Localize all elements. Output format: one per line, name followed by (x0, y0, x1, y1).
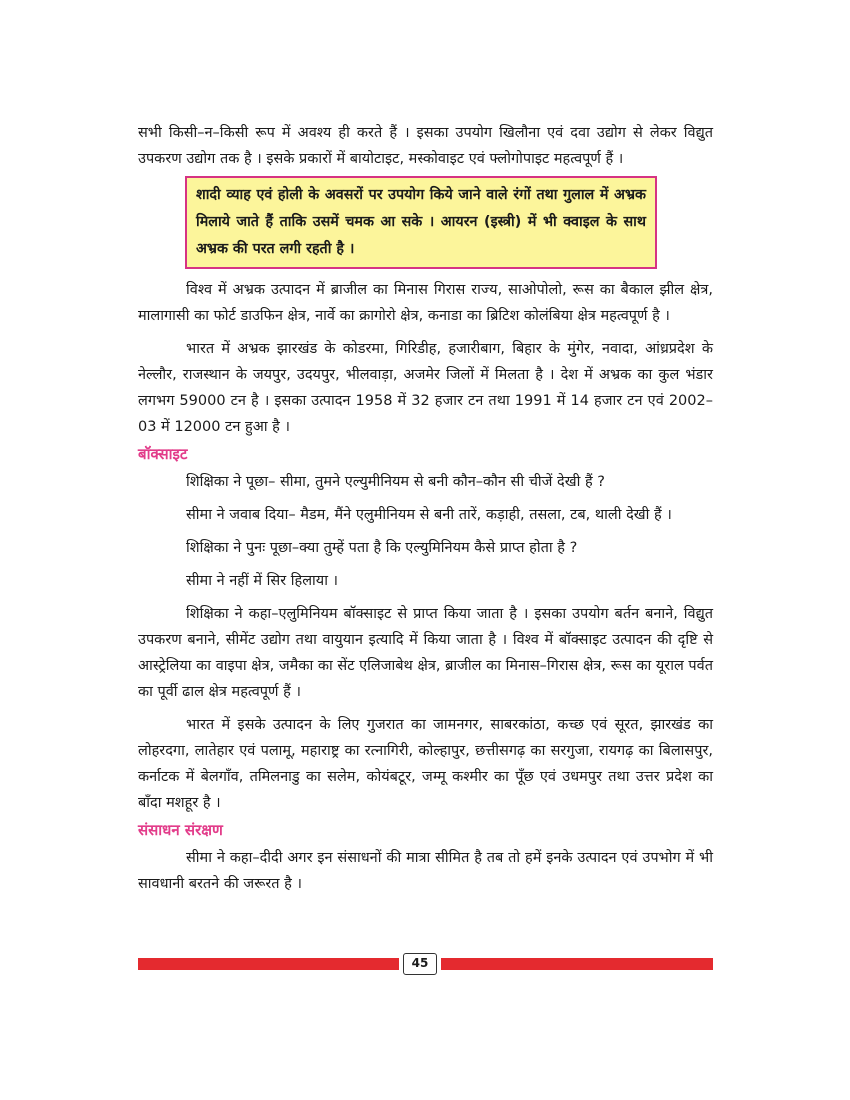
callout-text: शादी व्याह एवं होली के अवसरों पर उपयोग किये जाने वाले रंगों तथा गुलाल में अभ्रक मिलाये जाते हैं ताकि उसमें चमक आ सके । आयरन (इस्त्री) में भी क्वाइल के साथ अभ्रक की परत लगी रहती है । (196, 187, 646, 257)
info-callout-box (185, 176, 657, 269)
footer-bar-left (138, 958, 399, 970)
paragraph-mica-uses: सभी किसी–न–किसी रूप में अवश्य ही करते हैं । इसका उपयोग खिलौना एवं दवा उद्योग से लेकर विद्युत उपकरण उद्योग तक है । इसके प्रकारों में बायोटाइट, मस्कोवाइट एवं फ्लोगोपाइट महत्वपूर्ण हैं । (138, 125, 713, 167)
paragraph-conservation: सीमा ने कहा–दीदी अगर इन संसाधनों की मात्रा सीमित है तब तो हमें इनके उत्पादन एवं उपभोग में भी सावधानी बरतने की जरूरत है । (138, 850, 713, 892)
heading-resource-conservation: संसाधन संरक्षण (138, 821, 223, 839)
paragraph-teacher-question: शिक्षिका ने पूछा– सीमा, तुमने एल्युमीनियम से बनी कौन–कौन सी चीजें देखी हैं ? (186, 474, 605, 490)
heading-bauxite: बॉक्साइट (138, 445, 188, 463)
page-number: 45 (403, 953, 437, 975)
paragraph-world-mica: विश्व में अभ्रक उत्पादन में ब्राजील का मिनास गिरास राज्य, साओपोलो, रूस का बैकाल झील क्षेत्र, मालागासी का फोर्ट डाउफिन क्षेत्र, नार्वे का क्रागोरो क्षेत्र, कनाडा का ब्रिटिश कोलंबिया क्षेत्र महत्वपूर्ण है । (138, 282, 713, 324)
paragraph-bauxite-uses: शिक्षिका ने कहा–एलुमिनियम बॉक्साइट से प्राप्त किया जाता है । इसका उपयोग बर्तन बनाने, विद्युत उपकरण बनाने, सीमेंट उद्योग तथा वायुयान इत्यादि में किया जाता है । विश्व में बॉक्साइट उत्पादन की दृष्टि से आस्ट्रेलिया का वाइपा क्षेत्र, जमैका का सेंट एलिजाबेथ क्षेत्र, ब्राजील का मिनास–गिरास क्षेत्र, रूस का यूराल पर्वत का पूर्वी ढाल क्षेत्र महत्वपूर्ण हैं । (138, 606, 713, 700)
paragraph-seema-shakes-head: सीमा ने नहीं में सिर हिलाया । (186, 573, 339, 589)
page-body (138, 120, 713, 897)
paragraph-india-mica: भारत में अभ्रक झारखंड के कोडरमा, गिरिडीह, हजारीबाग, बिहार के मुंगेर, नवादा, आंध्रप्रदेश के नेल्लौर, राजस्थान के जयपुर, उदयपुर, भीलवाड़ा, अजमेर जिलों में मिलता है । देश में अभ्रक का कुल भंडार लगभग 59000 टन है । इसका उत्पादन 1958 में 32 हजार टन तथा 1991 में 14 हजार टन एवं 2002–03 में 12000 टन हुआ है । (138, 341, 713, 435)
paragraph-india-bauxite: भारत में इसके उत्पादन के लिए गुजरात का जामनगर, साबरकांठा, कच्छ एवं सूरत, झारखंड का लोहरदगा, लातेहार एवं पलामू, महाराष्ट्र का रत्नागिरी, कोल्हापुर, छत्तीसगढ़ का सरगुजा, रायगढ़ का बिलासपुर, कर्नाटक में बेलगाँव, तमिलनाडु का सलेम, कोयंबटूर, जम्मू कश्मीर का पूँछ एवं उधमपुर तथा उत्तर प्रदेश का बाँदा मशहूर है । (138, 717, 713, 811)
paragraph-seema-answer: सीमा ने जवाब दिया– मैडम, मैंने एलुमीनियम से बनी तारें, कड़ाही, तसला, टब, थाली देखी हैं । (186, 507, 672, 523)
footer-bar-right (441, 958, 713, 970)
paragraph-teacher-question-2: शिक्षिका ने पुनः पूछा–क्या तुम्हें पता है कि एल्युमिनियम कैसे प्राप्त होता है ? (186, 540, 578, 556)
